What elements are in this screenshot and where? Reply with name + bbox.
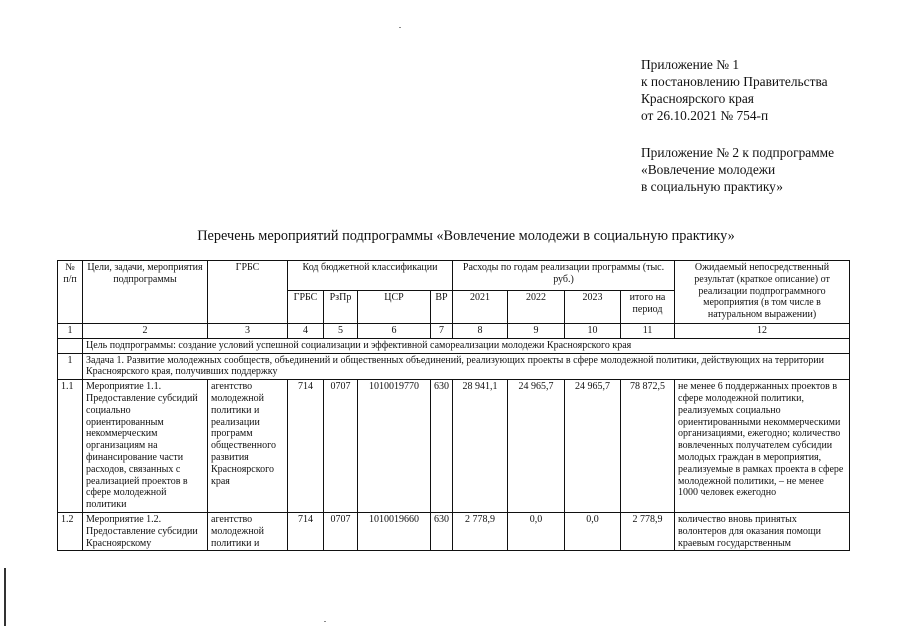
row-grbs-name: агентство молодежной политики и [208,512,288,550]
col-number: 8 [453,324,508,339]
col-number: 7 [431,324,453,339]
subheader-2021: 2021 [453,291,508,324]
row-result: количество вновь принятых волонтеров для оказания помощи краевым государственным [675,512,850,550]
col-number: 6 [358,324,431,339]
scan-edge-mark [4,568,6,626]
row-2023: 24 965,7 [565,380,621,513]
row-result: не менее 6 поддержанных проектов в сфере молодежной политики, реализуемых социально ориентированными некоммерческими организациями, ежегодно; количество вовлеченных получателем субсидии молодых граждан в мероприятия, реализуемые в рамках проекта в сфере молодежной политики, – не менее 1000 человек ежегодно [675,380,850,513]
row-csr: 1010019660 [358,512,431,550]
subheader-csr: ЦСР [358,291,431,324]
col-number: 3 [208,324,288,339]
row-2021: 2 778,9 [453,512,508,550]
row-measure-name: Мероприятие 1.1. Предоставление субсидий социально ориентированным некоммерческим организациям на финансирование части расходов, связанных с реализацией проектов в сфере молодежной политики [83,380,208,513]
row-grbs: 714 [288,512,324,550]
row-total: 2 778,9 [621,512,675,550]
row-vr: 630 [431,512,453,550]
task-text: Задача 1. Развитие молодежных сообществ, объединений и общественных объединений, реализующих проекты в сфере молодежной политики, действующих на территории Красноярского края, получивших поддержку [83,353,850,380]
row-2021: 28 941,1 [453,380,508,513]
col-number: 5 [324,324,358,339]
appendix-2-line-1: Приложение № 2 к подпрограмме [641,145,835,160]
appendix-1-header [641,56,891,124]
appendix-2-header [641,144,891,195]
subheader-rzpr: РзПр [324,291,358,324]
task-row [58,353,850,380]
appendix-2-line-2: «Вовлечение молодежи [641,162,776,177]
row-num: 1.1 [58,380,83,513]
goal-text: Цель подпрограммы: создание условий успешной социализации и эффективной самореализации молодежи Красноярского края [83,338,850,353]
col-number: 10 [565,324,621,339]
table-row [58,512,850,550]
appendix-1-line-1: Приложение № 1 [641,57,740,72]
subheader-2022: 2022 [508,291,565,324]
row-2022: 0,0 [508,512,565,550]
col-number: 1 [58,324,83,339]
row-total: 78 872,5 [621,380,675,513]
subheader-total: итого на период [621,291,675,324]
header-num: № п/п [58,261,83,324]
measures-table [57,260,850,551]
col-number: 12 [675,324,850,339]
header-budget-class: Код бюджетной классификации [288,261,453,291]
subheader-vr: ВР [431,291,453,324]
header-goals: Цели, задачи, мероприятия подпрограммы [83,261,208,324]
scan-speck [399,27,401,28]
col-number: 2 [83,324,208,339]
row-grbs: 714 [288,380,324,513]
goal-row [58,338,850,353]
column-numbers-row [58,324,850,339]
header-grbs: ГРБС [208,261,288,324]
header-result: Ожидаемый непосредственный результат (краткое описание) от реализации подпрограммного мероприятия (в том числе в натуральном выражении) [675,261,850,324]
row-2023: 0,0 [565,512,621,550]
table-header-row [58,261,850,291]
row-rzpr: 0707 [324,512,358,550]
scan-speck [324,621,326,622]
row-num: 1.2 [58,512,83,550]
subheader-grbs: ГРБС [288,291,324,324]
row-2022: 24 965,7 [508,380,565,513]
row-measure-name: Мероприятие 1.2. Предоставление субсидии Красноярскому [83,512,208,550]
appendix-1-line-3: Красноярского края [641,91,754,106]
col-number: 11 [621,324,675,339]
row-grbs-name: агентство молодежной политики и реализации программ общественного развития Красноярского края [208,380,288,513]
col-number: 4 [288,324,324,339]
row-rzpr: 0707 [324,380,358,513]
task-num: 1 [58,353,83,380]
subheader-2023: 2023 [565,291,621,324]
appendix-1-line-2: к постановлению Правительства [641,74,828,89]
table-row [58,380,850,513]
col-number: 9 [508,324,565,339]
appendix-1-line-4: от 26.10.2021 № 754-п [641,108,769,123]
appendix-2-line-3: в социальную практику» [641,179,783,194]
row-vr: 630 [431,380,453,513]
row-csr: 1010019770 [358,380,431,513]
document-title: Перечень мероприятий подпрограммы «Вовлечение молодежи в социальную практику» [197,228,735,244]
header-expenses: Расходы по годам реализации программы (тыс. руб.) [453,261,675,291]
